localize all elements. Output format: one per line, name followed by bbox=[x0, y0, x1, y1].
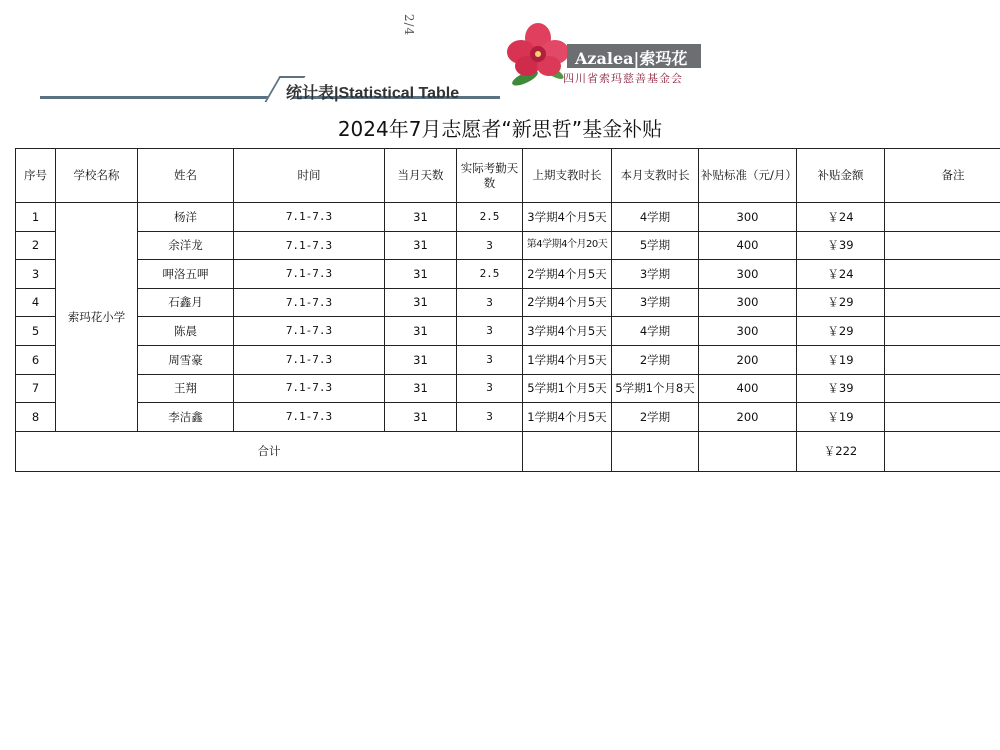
subsidy-amount-cell: ￥19 bbox=[797, 403, 885, 432]
subsidy-amount-cell: ￥24 bbox=[797, 203, 885, 232]
previous-duration-cell: 第4学期4个月20天 bbox=[523, 231, 612, 260]
row-number: 6 bbox=[16, 345, 56, 374]
previous-duration-cell: 2学期4个月5天 bbox=[523, 260, 612, 289]
subsidy-amount-cell: ￥29 bbox=[797, 288, 885, 317]
attendance-cell: 3 bbox=[457, 317, 523, 346]
attendance-cell: 3 bbox=[457, 231, 523, 260]
days-in-month-cell: 31 bbox=[385, 403, 457, 432]
period-cell: 7.1-7.3 bbox=[234, 203, 385, 232]
volunteer-name: 石鑫月 bbox=[138, 288, 234, 317]
document-title: 2024年7月志愿者“新思哲”基金补贴 bbox=[337, 117, 663, 141]
header-cell: 姓名 bbox=[138, 149, 234, 203]
row-number: 2 bbox=[16, 231, 56, 260]
table-row bbox=[16, 260, 1000, 289]
period-cell: 7.1-7.3 bbox=[234, 260, 385, 289]
header-cell: 补贴金额 bbox=[797, 149, 885, 203]
current-duration-cell: 2学期 bbox=[612, 345, 699, 374]
note-cell bbox=[885, 317, 1000, 346]
attendance-cell: 2.5 bbox=[457, 203, 523, 232]
logo-name: Azalea|索玛花 bbox=[575, 49, 688, 68]
row-number: 5 bbox=[16, 317, 56, 346]
period-cell: 7.1-7.3 bbox=[234, 403, 385, 432]
total-empty-cell bbox=[699, 431, 797, 471]
subsidy-amount-cell: ￥39 bbox=[797, 374, 885, 403]
days-in-month-cell: 31 bbox=[385, 260, 457, 289]
subsidy-standard-cell: 300 bbox=[699, 288, 797, 317]
attendance-cell: 3 bbox=[457, 288, 523, 317]
row-number: 4 bbox=[16, 288, 56, 317]
note-cell bbox=[885, 288, 1000, 317]
period-cell: 7.1-7.3 bbox=[234, 288, 385, 317]
table-row bbox=[16, 288, 1000, 317]
note-cell bbox=[885, 403, 1000, 432]
header-cell: 学校名称 bbox=[56, 149, 138, 203]
subsidy-standard-cell: 400 bbox=[699, 374, 797, 403]
total-amount: ￥222 bbox=[797, 431, 885, 471]
note-cell bbox=[885, 374, 1000, 403]
header-cell: 当月天数 bbox=[385, 149, 457, 203]
row-number: 7 bbox=[16, 374, 56, 403]
days-in-month-cell: 31 bbox=[385, 288, 457, 317]
current-duration-cell: 4学期 bbox=[612, 203, 699, 232]
period-cell: 7.1-7.3 bbox=[234, 374, 385, 403]
days-in-month-cell: 31 bbox=[385, 345, 457, 374]
previous-duration-cell: 1学期4个月5天 bbox=[523, 345, 612, 374]
table-row bbox=[16, 374, 1000, 403]
subsidy-table bbox=[15, 148, 1000, 472]
subsidy-standard-cell: 400 bbox=[699, 231, 797, 260]
table-header-row bbox=[16, 149, 1000, 203]
period-cell: 7.1-7.3 bbox=[234, 231, 385, 260]
attendance-cell: 3 bbox=[457, 403, 523, 432]
table-row bbox=[16, 345, 1000, 374]
volunteer-name: 王翔 bbox=[138, 374, 234, 403]
previous-duration-cell: 3学期4个月5天 bbox=[523, 317, 612, 346]
volunteer-name: 杨洋 bbox=[138, 203, 234, 232]
days-in-month-cell: 31 bbox=[385, 231, 457, 260]
row-number: 3 bbox=[16, 260, 56, 289]
subsidy-amount-cell: ￥39 bbox=[797, 231, 885, 260]
subsidy-amount-cell: ￥29 bbox=[797, 317, 885, 346]
current-duration-cell: 5学期1个月8天 bbox=[612, 374, 699, 403]
azalea-logo bbox=[505, 22, 705, 92]
current-duration-cell: 4学期 bbox=[612, 317, 699, 346]
statistical-table-banner bbox=[40, 74, 500, 104]
school-name: 索玛花小学 bbox=[56, 203, 138, 432]
header-cell: 补贴标准（元/月） bbox=[699, 149, 797, 203]
subsidy-amount-cell: ￥24 bbox=[797, 260, 885, 289]
note-cell bbox=[885, 203, 1000, 232]
table-row bbox=[16, 231, 1000, 260]
subsidy-standard-cell: 300 bbox=[699, 317, 797, 346]
header-cell: 时间 bbox=[234, 149, 385, 203]
volunteer-name: 余洋龙 bbox=[138, 231, 234, 260]
days-in-month-cell: 31 bbox=[385, 317, 457, 346]
days-in-month-cell: 31 bbox=[385, 203, 457, 232]
current-duration-cell: 2学期 bbox=[612, 403, 699, 432]
attendance-cell: 3 bbox=[457, 374, 523, 403]
total-empty-cell bbox=[885, 431, 1000, 471]
logo-subtitle: 四川省索玛慈善基金会 bbox=[563, 72, 683, 85]
previous-duration-cell: 2学期4个月5天 bbox=[523, 288, 612, 317]
current-duration-cell: 3学期 bbox=[612, 288, 699, 317]
subsidy-amount-cell: ￥19 bbox=[797, 345, 885, 374]
note-cell bbox=[885, 231, 1000, 260]
subsidy-standard-cell: 200 bbox=[699, 403, 797, 432]
volunteer-name: 李洁鑫 bbox=[138, 403, 234, 432]
period-cell: 7.1-7.3 bbox=[234, 317, 385, 346]
total-label: 合计 bbox=[16, 431, 523, 471]
banner-label: 统计表|Statistical Table bbox=[286, 85, 460, 102]
days-in-month-cell: 31 bbox=[385, 374, 457, 403]
current-duration-cell: 3学期 bbox=[612, 260, 699, 289]
header-cell: 本月支教时长 bbox=[612, 149, 699, 203]
header-cell: 序号 bbox=[16, 149, 56, 203]
period-cell: 7.1-7.3 bbox=[234, 345, 385, 374]
azalea-flower-icon bbox=[505, 22, 571, 88]
row-number: 8 bbox=[16, 403, 56, 432]
previous-duration-cell: 3学期4个月5天 bbox=[523, 203, 612, 232]
handwritten-note: 2/4 bbox=[402, 13, 417, 37]
header-cell: 备注 bbox=[885, 149, 1000, 203]
subsidy-standard-cell: 300 bbox=[699, 203, 797, 232]
table-row bbox=[16, 317, 1000, 346]
header-cell: 实际考勤天数 bbox=[457, 149, 523, 203]
current-duration-cell: 5学期 bbox=[612, 231, 699, 260]
volunteer-name: 呷洛五呷 bbox=[138, 260, 234, 289]
previous-duration-cell: 1学期4个月5天 bbox=[523, 403, 612, 432]
previous-duration-cell: 5学期1个月5天 bbox=[523, 374, 612, 403]
header-cell: 上期支教时长 bbox=[523, 149, 612, 203]
table-row bbox=[16, 403, 1000, 432]
subsidy-standard-cell: 300 bbox=[699, 260, 797, 289]
subsidy-standard-cell: 200 bbox=[699, 345, 797, 374]
row-number: 1 bbox=[16, 203, 56, 232]
total-empty-cell bbox=[612, 431, 699, 471]
note-cell bbox=[885, 345, 1000, 374]
table-row bbox=[16, 203, 1000, 232]
volunteer-name: 陈晨 bbox=[138, 317, 234, 346]
volunteer-name: 周雪豪 bbox=[138, 345, 234, 374]
total-empty-cell bbox=[523, 431, 612, 471]
attendance-cell: 3 bbox=[457, 345, 523, 374]
attendance-cell: 2.5 bbox=[457, 260, 523, 289]
total-row bbox=[16, 431, 1000, 471]
note-cell bbox=[885, 260, 1000, 289]
